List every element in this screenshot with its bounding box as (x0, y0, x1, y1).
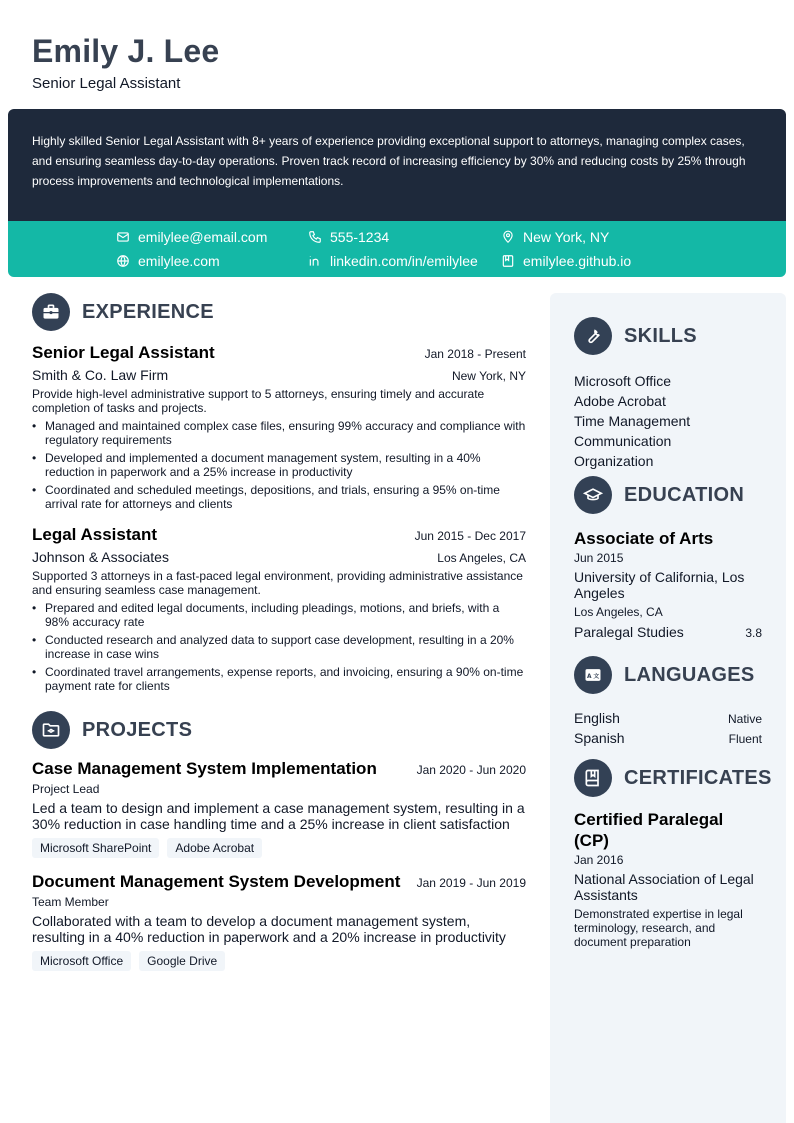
job-bullet: • Coordinated travel arrangements, expense reports, and invoicing, ensuring a 90% on-time payment rate for clients (32, 665, 526, 693)
experience-heading (32, 293, 526, 331)
email-text: emilylee@email.com (138, 229, 268, 245)
skill-item: Organization (574, 453, 654, 469)
job-company: Smith & Co. Law Firm (32, 367, 169, 383)
job-company: Johnson & Associates (32, 549, 169, 565)
candidate-title: Senior Legal Assistant (32, 75, 181, 92)
project-tags (32, 838, 526, 858)
job-bullet: • Prepared and edited legal documents, including pleadings, motions, and briefs, with a 98% accuracy rate (32, 601, 526, 629)
experience-item (32, 525, 526, 693)
languages-title: LANGUAGES (624, 663, 755, 686)
languages-list (574, 708, 762, 748)
education-gpa: 3.8 (745, 626, 762, 640)
skills-heading (574, 317, 762, 355)
envelope-icon (116, 230, 130, 244)
contact-phone[interactable] (308, 227, 389, 247)
certificates-title: CERTIFICATES (624, 766, 772, 789)
skills-section (574, 317, 762, 471)
project-tag: Adobe Acrobat (167, 838, 262, 858)
project-title: Document Management System Development (32, 872, 401, 891)
language-row (574, 708, 762, 728)
project-item (32, 759, 526, 858)
skills-title: SKILLS (624, 324, 697, 347)
project-description: Led a team to design and implement a case management system, resulting in a 30% reduction in case handling time and a 25% increase in client satisfaction (32, 800, 525, 832)
skill-item: Microsoft Office (574, 373, 671, 389)
main-column (32, 293, 526, 971)
language-level: Native (727, 712, 762, 726)
svg-text:A: A (586, 673, 592, 680)
experience-title: EXPERIENCE (82, 300, 214, 323)
language-level: Fluent (728, 732, 762, 746)
map-pin-icon (501, 230, 515, 244)
school-name: University of California, Los Angeles (574, 569, 745, 601)
project-tag: Microsoft SharePoint (32, 838, 159, 858)
project-role: Project Lead (32, 782, 100, 796)
certificate-issuer: National Association of Legal Assistants (574, 871, 754, 903)
job-dates: Jan 2018 - Present (424, 347, 526, 361)
languages-heading (574, 656, 762, 694)
education-date: Jun 2015 (574, 551, 624, 565)
github-text: emilylee.github.io (523, 253, 632, 269)
globe-icon (116, 254, 130, 268)
job-bullet: • Coordinated and scheduled meetings, depositions, and trials, ensuring a 95% on-time arrival rate for attorneys and clients (32, 483, 526, 511)
translate-icon (574, 656, 612, 694)
skill-item: Time Management (574, 413, 691, 429)
job-description: Provide high-level administrative support to 5 attorneys, ensuring timely and accurate completion of tasks and projects. (32, 387, 485, 415)
portfolio-icon (501, 254, 515, 268)
contact-bar (8, 221, 786, 277)
contact-location (501, 227, 609, 247)
project-tag: Microsoft Office (32, 951, 131, 971)
projects-title: PROJECTS (82, 718, 193, 741)
projects-heading (32, 711, 526, 749)
job-description: Supported 3 attorneys in a fast-paced legal environment, providing administrative assistance and ensuring seamless case management. (32, 569, 523, 597)
job-location: New York, NY (451, 369, 526, 383)
svg-text:文: 文 (593, 673, 600, 680)
project-dates: Jan 2020 - Jun 2020 (416, 763, 526, 777)
contact-linkedin[interactable] (308, 251, 478, 271)
job-location: Los Angeles, CA (437, 551, 526, 565)
job-title: Senior Legal Assistant (32, 343, 215, 362)
contact-email[interactable] (116, 227, 267, 247)
contact-github[interactable] (501, 251, 631, 271)
language-name: English (574, 710, 620, 726)
linkedin-text: linkedin.com/in/emilylee (330, 253, 478, 269)
job-bullet: • Conducted research and analyzed data to support case development, resulting in a 20% increase in case wins (32, 633, 526, 661)
language-name: Spanish (574, 730, 625, 746)
project-item (32, 872, 526, 971)
education-field: Paralegal Studies (574, 624, 684, 640)
school-location: Los Angeles, CA (574, 605, 663, 619)
experience-item (32, 343, 526, 511)
job-title: Legal Assistant (32, 525, 158, 544)
location-text: New York, NY (523, 229, 610, 245)
education-section (574, 476, 762, 642)
candidate-name: Emily J. Lee (32, 33, 220, 69)
sidebar (550, 293, 786, 1123)
degree-name: Associate of Arts (574, 529, 714, 548)
certificate-date: Jan 2016 (574, 853, 624, 867)
project-dates: Jan 2019 - Jun 2019 (416, 876, 526, 890)
job-dates: Jun 2015 - Dec 2017 (414, 529, 526, 543)
certificates-heading (574, 759, 772, 797)
project-description: Collaborated with a team to develop a document management system, resulting in a 40% reduction in paperwork and a 20% increase in productivity (32, 913, 506, 945)
graduation-cap-icon (574, 476, 612, 514)
wrench-icon (574, 317, 612, 355)
contact-website[interactable] (116, 251, 220, 271)
certificate-description: Demonstrated expertise in legal terminology, research, and document preparation (574, 907, 743, 949)
language-row (574, 728, 762, 748)
folder-icon (32, 711, 70, 749)
project-tag: Google Drive (139, 951, 225, 971)
linkedin-icon (308, 254, 322, 268)
book-icon (574, 759, 612, 797)
briefcase-icon (32, 293, 70, 331)
phone-text: 555-1234 (330, 229, 390, 245)
phone-icon (308, 230, 322, 244)
skill-item: Adobe Acrobat (574, 393, 666, 409)
website-text: emilylee.com (138, 253, 220, 269)
education-title: EDUCATION (624, 483, 745, 506)
education-heading (574, 476, 762, 514)
project-tags (32, 951, 526, 971)
languages-section (574, 656, 762, 748)
summary-block: Highly skilled Senior Legal Assistant with 8+ years of experience providing exceptional support to attorneys, managing complex cases, and ensuring seamless day-to-day operations. Proven track record of increasing efficiency by 30% and reducing costs by 25% through process improvements and technological implementations. (8, 109, 786, 221)
job-bullet: • Developed and implemented a document management system, resulting in a 40% reduction in paperwork and a 25% increase in productivity (32, 451, 526, 479)
job-bullet: • Managed and maintained complex case files, ensuring 99% accuracy and compliance with regulatory requirements (32, 419, 526, 447)
skills-list (574, 371, 762, 471)
certificates-section (574, 759, 772, 949)
resume-header (32, 32, 219, 92)
project-role: Team Member (32, 895, 109, 909)
job-bullets (32, 419, 526, 511)
certificate-name: Certified Paralegal (CP) (574, 810, 724, 850)
skill-item: Communication (574, 433, 672, 449)
job-bullets (32, 601, 526, 693)
project-title: Case Management System Implementation (32, 759, 377, 778)
